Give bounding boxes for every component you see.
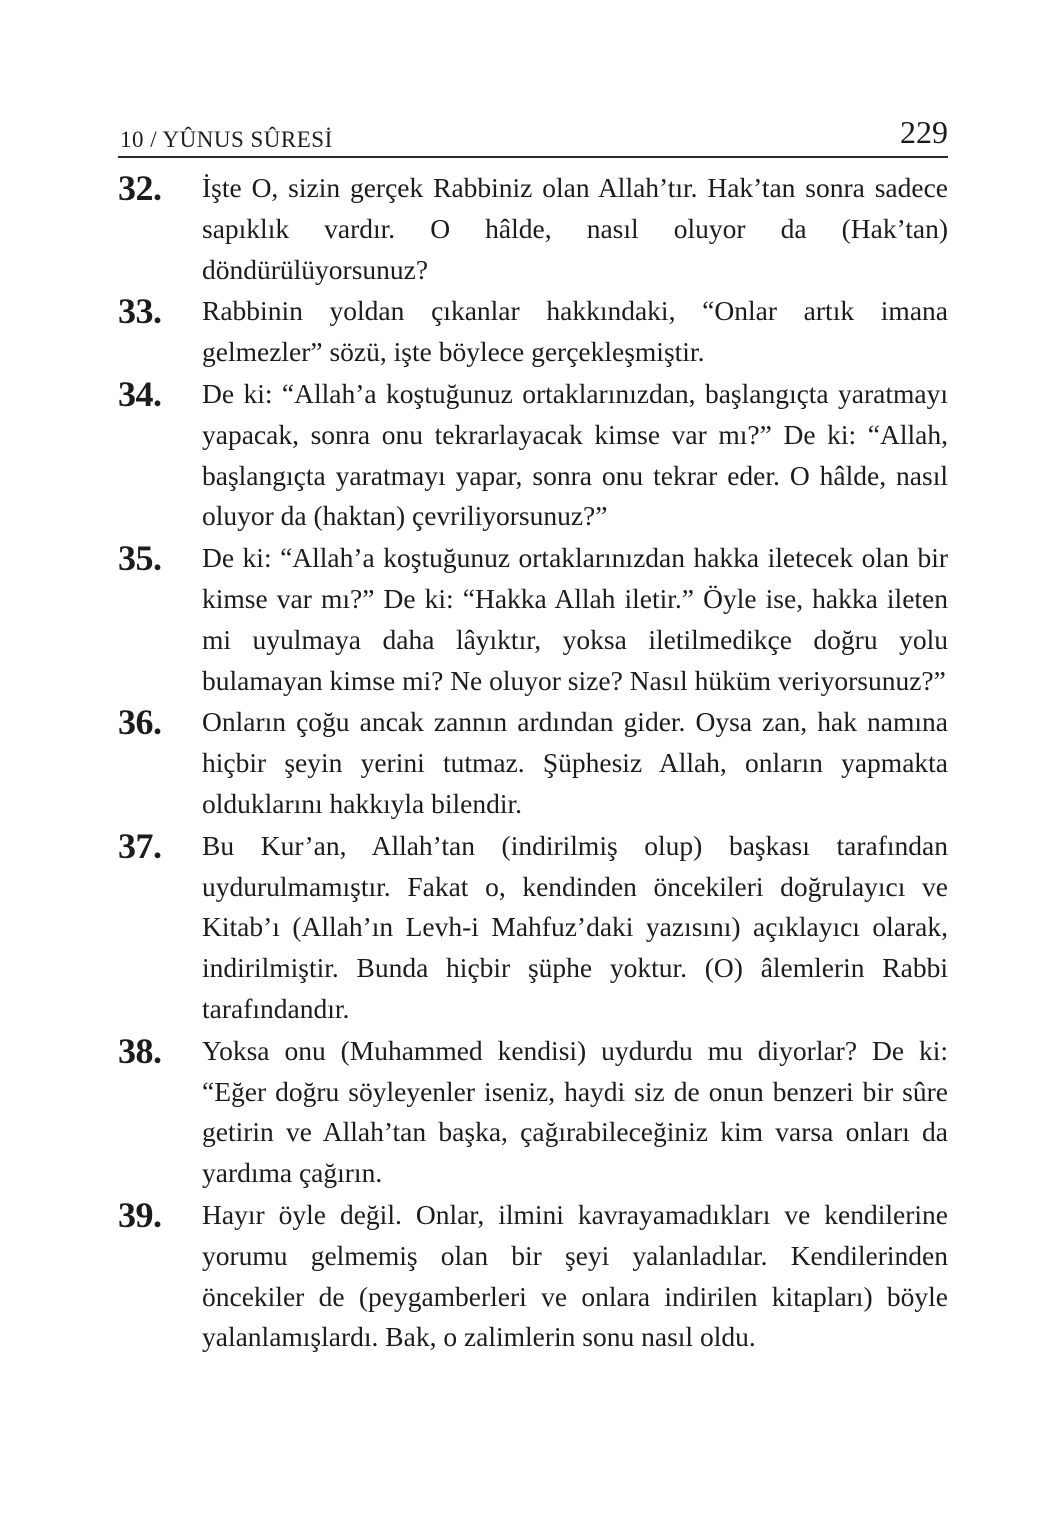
verse-37 [118, 826, 948, 1030]
verse-text: Hayır öyle değil. Onlar, ilmini kavrayamadıkları ve kendilerine yorumu gelmemiş olan bir şeyi yalanladılar. Kendilerinden öncekiler de (peygamberleri ve onlara indirilen kitapları) böyle yalanlamışlardı. Bak, o zalimlerin sonu nasıl oldu. [202, 1198, 948, 1353]
verse-text: De ki: “Allah’a koştuğunuz ortaklarınızdan, başlangıçta yaratmayı yapacak, sonra onu tekrarlayacak kimse var mı?” De ki: “Allah, başlangıçta yaratmayı yapar, sonra onu tekrar eder. O hâlde, nasıl oluyor da (haktan) çevriliyorsunuz?” [202, 377, 948, 532]
page-header [118, 112, 948, 158]
verse-text: Onların çoğu ancak zannın ardından gider. Oysa zan, hak namına hiçbir şeyin yerini tutmaz. Şüphesiz Allah, onların yapmakta olduklarını hakkıyla bilendir. [202, 706, 948, 819]
page-number: 229 [900, 114, 948, 150]
verse-text: De ki: “Allah’a koştuğunuz ortaklarınızdan hakka iletecek olan bir kimse var mı?” De ki: “Hakka Allah iletir.” Öyle ise, hakka ileten mi uyulmaya daha lâyıktır, yoksa iletilmedikçe doğru yolu bulamayan kimse mi? Ne oluyor size? Nasıl hüküm veriyorsunuz?” [202, 542, 948, 696]
verse-number: 32. [118, 168, 162, 208]
verse-36 [118, 702, 948, 824]
verse-32 [118, 168, 948, 290]
verse-number: 34. [118, 373, 162, 414]
verse-number: 33. [118, 291, 162, 332]
verse-34 [118, 374, 948, 537]
book-page [118, 112, 948, 1359]
verse-number: 38. [118, 1030, 162, 1071]
verse-number: 39. [118, 1194, 162, 1235]
running-head: 10 / YÛNUS SÛRESİ [120, 127, 333, 152]
verse-38 [118, 1031, 948, 1194]
verse-number: 36. [118, 702, 162, 743]
verse-35 [118, 538, 948, 701]
verse-list [118, 168, 948, 1358]
verse-number: 37. [118, 825, 162, 866]
verse-39 [118, 1195, 948, 1358]
verse-text: Bu Kur’an, Allah’tan (indirilmiş olup) başkası tarafından uydurulmamıştır. Fakat o, kendinden öncekileri doğrulayıcı ve Kitab’ı (Allah’ın Levh-i Mahfuz’daki yazısını) açıklayıcı olarak, indirilmiştir. Bunda hiçbir şüphe yoktur. (O) âlemlerin Rabbi tarafındandır. [202, 829, 948, 1024]
verse-text: İşte O, sizin gerçek Rabbiniz olan Allah’tır. Hak’tan sonra sadece sapıklık vardır. O hâlde, nasıl oluyor da (Hak’tan) döndürülüyorsunuz? [202, 172, 948, 285]
verse-text: Rabbinin yoldan çıkanlar hakkındaki, “Onlar artık imana gelmezler” sözü, işte böylece gerçekleşmiştir. [202, 295, 948, 368]
verse-33 [118, 291, 948, 373]
verse-text: Yoksa onu (Muhammed kendisi) uydurdu mu diyorlar? De ki: “Eğer doğru söyleyenler iseniz, haydi siz de onun benzeri bir sûre getirin ve Allah’tan başka, çağırabileceğiniz kim varsa onları da yardıma çağırın. [202, 1034, 948, 1189]
verse-number: 35. [118, 538, 162, 579]
